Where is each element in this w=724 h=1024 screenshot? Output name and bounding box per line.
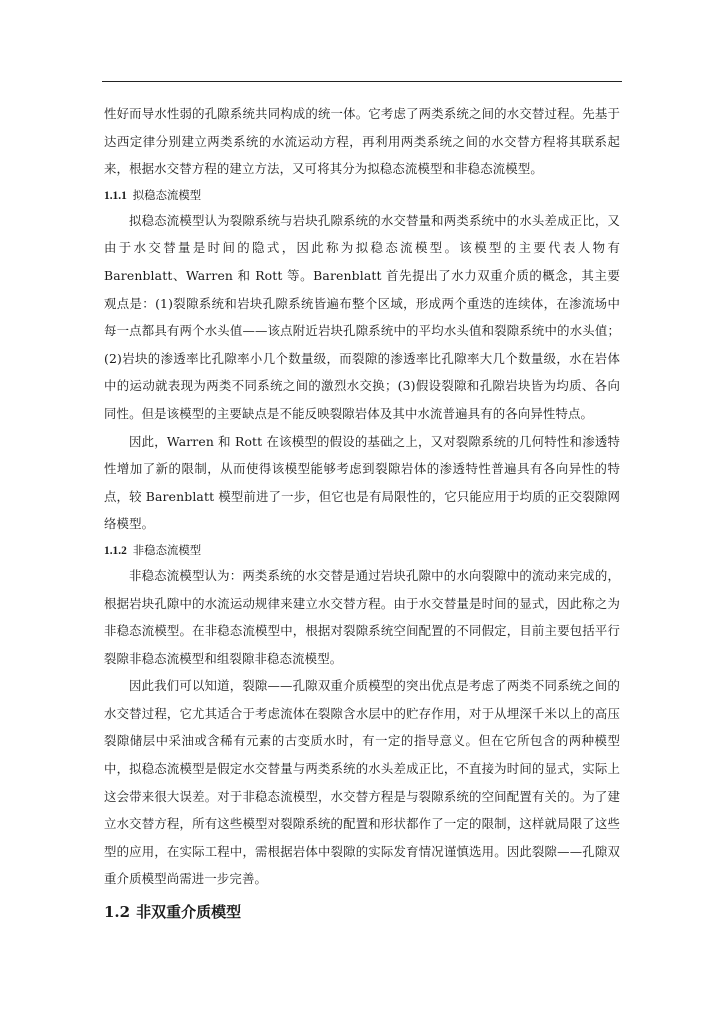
paragraph-4: 非稳态流模型认为：两类系统的水交替是通过岩块孔隙中的水向裂隙中的流动来完成的，根据岩块孔隙中的水流运动规律来建立水交替方程。由于水交替量是时间的显式，因此称之为非稳态流模型。在非稳态流模型中，根据对裂隙系统空间配置的不同假定，目前主要包括平行裂隙非稳态流模型和组裂隙非稳态流模型。 <box>104 567 620 666</box>
paragraph-3: 因此，Warren 和 Rott 在该模型的假设的基础之上，又对裂隙系统的几何特性和渗透特性增加了新的限制，从而使得该模型能够考虑到裂隙岩体的渗透特性普遍具有各向异性的特点，较 Barenblatt 模型前进了一步，但它也是有局限性的，它只能应用于均质的正交裂隙网络模型。 <box>104 433 620 532</box>
section-heading-1-2 <box>104 897 620 927</box>
subsection-title: 非稳态流模型 <box>132 542 202 557</box>
subsection-number: 1.1.2 <box>104 544 127 557</box>
subsection-heading-1-1-1 <box>104 183 620 207</box>
section-number: 1.2 <box>104 903 131 922</box>
subsection-number: 1.1.1 <box>104 189 127 202</box>
paragraph-1: 性好而导水性弱的孔隙系统共同构成的统一体。它考虑了两类系统之间的水交替过程。先基于达西定律分别建立两类系统的水流运动方程，再利用两类系统之间的水交替方程将其联系起来，根据水交替方程的建立方法，又可将其分为拟稳态流模型和非稳态流模型。 <box>104 106 620 177</box>
section-title: 非双重介质模型 <box>136 903 242 922</box>
paragraph-5: 因此我们可以知道，裂隙——孔隙双重介质模型的突出优点是考虑了两类不同系统之间的水交替过程，它尤其适合于考虑流体在裂隙含水层中的贮存作用，对于从埋深千米以上的高压裂隙储层中采油或含稀有元素的古变质水时，有一定的指导意义。但在它所包含的两种模型中，拟稳态流模型是假定水交替量与两类系统的水头差成正比，不直接为时间的显式，实际上这会带来很大误差。对于非稳态流模型，水交替方程是与裂隙系统的空间配置有关的。为了建立水交替方程，所有这些模型对裂隙系统的配置和形状都作了一定的限制，这样就局限了这些型的应用，在实际工程中，需根据岩体中裂隙的实际发育情况谨慎选用。因此裂隙——孔隙双重介质模型尚需进一步完善。 <box>104 678 620 887</box>
header-rule <box>102 81 622 82</box>
subsection-heading-1-1-2 <box>104 538 620 562</box>
document-body <box>104 100 620 927</box>
subsection-title: 拟稳态流模型 <box>132 187 202 202</box>
paragraph-2: 拟稳态流模型认为裂隙系统与岩块孔隙系统的水交替量和两类系统中的水头差成正比，又由于水交替量是时间的隐式，因此称为拟稳态流模型。该模型的主要代表人物有 Barenblatt、Warren 和 Rott 等。Barenblatt 首先提出了水力双重介质的概念，其主要观点是：(1)裂隙系统和岩块孔隙系统皆遍布整个区域，形成两个重迭的连续体，在渗流场中每一点都具有两个水头值——该点附近岩块孔隙系统中的平均水头值和裂隙系统中的水头值；(2)岩块的渗透率比孔隙率小几个数量级，而裂隙的渗透率比孔隙率大几个数量级，水在岩体中的运动就表现为两类不同系统之间的激烈水交换；(3)假设裂隙和孔隙岩块皆为均质、各向同性。但是该模型的主要缺点是不能反映裂隙岩体及其中水流普遍具有的各向异性特点。 <box>104 212 620 421</box>
